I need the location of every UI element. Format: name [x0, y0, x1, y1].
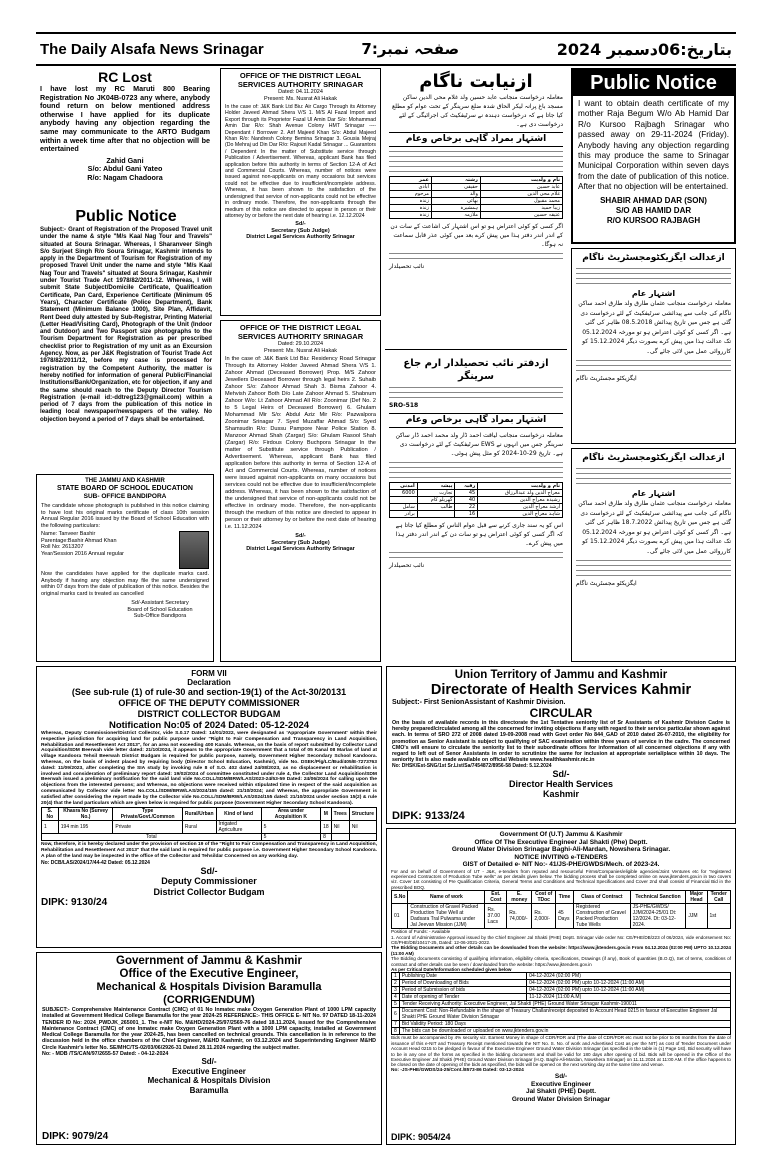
legal-body: In the case of: J&K Bank Ltd Biu: Residency Road Srinagar Through its Attorney Holder Javeed Ahmad Shera V/S 1. Zahoor Ahmad (Deceased Borrower) Prop. M/S Zahoor Jewellers Deceased Borrower through legal heirs 2. Suhaib Zahoor S/o: Zahoor Ahmad Shah 3. Bisma Zahoor 4. Mehvish Zahoor Both D/o Late Zahoor Ahmad 5. Shabnum Zahoor W/o: Lt Zahoor Ahmad All R/o: Zoonimar (Def No. 2 to 5 Legal Heirs of Deceased Borrower) 6. Ghulam Mohammad Mir S/o: Abdul Aziz Mir R/o: Pazwalpora Zoonimar Srinagar 7. Syed Muzaffar Ahmad S/o: Syed Shamsudin R/o: Dussu Pampore Near Police Station 8. Manzoor Ahmad Shah (Zargar) S/o: Ghulam Rasool Shah (Zargar) R/o: Firdous Colony Buchpora Srinagar In the matter of Substitute service through Publication / Advertisement. Whereas, applicant Bank has filed application before this authority in terms of Section 12-A of Act and Commercial Courts. Whereas, number of notices were issued against non-applicants on many occasions but services could not be effective due to insufficient/incomplete address. Whereas, it has been shown to the satisfaction of the undersigned that service of non-applicants could not be effective in ordinary mode. Therefore, the non-applicants through the medium of this notice are directed to appear in person or their attorney by or before the next date of hearing i.e. 11.12.2024: [225, 356, 376, 530]
table-row: 2 Period of Downloading of Bids 04-12-2024 (02:00 PM) upto 10-12-2024 (11:00 AM): [392, 980, 731, 987]
signature-line: District Legal Services Authority Srinagar: [246, 234, 355, 241]
urdu-text-lines: [389, 151, 563, 172]
legal-body: In the case of: J&K Bank Ltd Biu: Air Cargo Through its Attorney Holder Javeed Ahmad Shera V/S 1. M/S Al Fazal Import and Export through its Proprietor Fazal Ul Amin Dar S/o: Mohammad Amin Dar R/o: Shah Avenue Colony HMT Srinagar ---- Dependant / Borrower 2. Arif Majeed Khan S/o: Abdul Majeed Khan R/o: Nandresh Colony Bemina Srinagar 3. Gousia Mejraj (Do Mehraj ud Din Dar R/o: Rajouri Kadal Srinagar ... Guarantors / Dependent In the matter of Substitute service through Publication / Advertisement. Whereas, applicant Bank has filed application before this authority in terms of Section 12-A of Act and Commercial Courts. Whereas, number of notices were issued against non-applicants on many occasions but services could not be effective due to insufficient/incomplete address. Whereas, it has been shown to the satisfaction of the undersigned that service of non-applicants could not be effective in ordinary mode. Therefore, the non-applicants through the medium of this notice are directed to appear in person or their attorney by or before the next date of hearing i.e. 12.12.2024: [225, 104, 376, 219]
rc-lost-signature: [40, 157, 210, 183]
table-header: Class of Contract: [574, 891, 631, 904]
form-heading: (See sub-rule (1) of rule-30 and section-19(1) of the Act-30/20131: [71, 687, 347, 697]
table-header: Kind of land: [216, 808, 261, 821]
table-header: S.No: [392, 891, 408, 904]
table-header: Structure: [349, 808, 376, 821]
legal-present: Present: Ms. Nusrat Ali Hakak: [263, 347, 338, 354]
signature-line: Sd/-Assistant Secretary: [131, 600, 189, 606]
table-header: Trees: [331, 808, 349, 821]
legal-services-notice-1: [220, 68, 381, 316]
urdu-subtitle: اشتہار بمراد گاہی برخاص وعام: [389, 132, 563, 147]
signature-line: Board of School Education: [127, 606, 193, 613]
urdu-subtitle: اشتہار عام: [631, 489, 676, 498]
table-header: E. money: [507, 891, 532, 904]
board-heading: STATE BOARD OF SCHOOL EDUCATION: [57, 485, 193, 492]
signature-line: S/O AB HAMID DAR: [615, 205, 692, 215]
table-row: 3 Period of Submission of bids 04-12-2024 (02:00 PM) upto 10-12-2024 (11:00 AM): [392, 987, 731, 994]
land-table: [41, 807, 377, 841]
signature-line: S/o: Abdul Gani Yateo: [87, 164, 163, 174]
board-body: Now the candidates have applied for the duplicate marks card. Anybody if having any objection may file the same undersigned within 07 days from the date of publication of this notice. Besides the original marks card is treated as cancelled: [41, 571, 209, 597]
urdu-text-lines: [389, 387, 563, 398]
table-header: Tender Call: [707, 891, 731, 904]
legal-signature: [225, 533, 376, 553]
urdu-text-lines: [389, 552, 563, 558]
candidate-roll: Roll No: 2613207: [41, 544, 84, 550]
table-row: شاہد معراج الدین 16 برادر: [390, 511, 563, 518]
table-header: نام و ولدیت: [478, 483, 563, 490]
urdu-notice-nagam: [385, 68, 567, 350]
funds-position: Position of Funds: - Available: [391, 929, 451, 935]
urdu-body: معاملہ درخواست منجانب عابد حسین ولد غلام محی الدین ساکن مسجد باغ پرانہ لیکر الحاق شدہ ضلع سرینگر کے تحت عوام کو مطلع کیا جاتا ہے کہ درخواست دہندہ نے سرٹیفکیٹ کی اجرائیگی کے لئے درخواست دی ہے۔: [391, 94, 563, 128]
table-header: رقبہ: [455, 483, 478, 490]
public-notice-title: Public Notice: [75, 208, 177, 225]
tender-heading: Government Of (U.T) Jammu & Kashmir: [499, 831, 623, 838]
candidate-photo: [179, 531, 209, 569]
signature-line: Ground Water Division Srinagar: [511, 1095, 611, 1103]
table-row: عابد حسین حقیقی آبادی: [390, 184, 563, 191]
table-row: محمد مقبول بھائی زندہ: [390, 198, 563, 205]
signature-line: Zahid Gani: [106, 155, 144, 165]
signature-line: Kashmir: [542, 789, 579, 800]
urdu-text-lines: [576, 360, 731, 371]
public-notice-death-certificate: [571, 68, 736, 244]
table-row: 8 The bids can be downloaded or uploaded on www.jktenders.gov.in: [392, 1028, 731, 1035]
health-heading: Directorate of Health Services Kahmir: [430, 682, 692, 698]
table-row: 5 Tender Receiving Authority: Executive Engineer, Jal Shakti (PHE) Ground Water Srinagar Kashmir-190011: [392, 1001, 731, 1008]
issue-date: بتاریخ:06دسمبر 2024: [556, 39, 732, 59]
health-subject: Subject:- First SenionAssistant of Kashmir Division.: [392, 699, 566, 706]
urdu-title: ازنیابت ناگام: [419, 71, 533, 92]
signature-line: Sd/-: [554, 1073, 568, 1081]
notification-number: Notification No:05 of 2024 Dated: 05-12-2024: [108, 720, 310, 731]
form-heading: DISTRICT COLLECTOR BUDGAM: [137, 709, 281, 719]
tender-works-table: [391, 890, 731, 929]
page-number: صفحہ نمبر:7: [361, 40, 460, 58]
legal-dated: Dated: 29.10.2024: [277, 341, 324, 347]
board-signature: [111, 600, 209, 620]
legal-present: Present: Ms. Nusrat Ali Hakak: [263, 95, 338, 102]
signature-line: Sub-Office Bandipora: [133, 613, 187, 619]
form-body-2: Now, therefore, it is hereby declared under the provision of section 19 of the "Right to Fair Compensation and Transparency in Land Acquisition, Rehabilitation and Resettlement Act 2013" that the said land is required for public purpose i.e. Government Higher Secondary School Kandoora. A plan of the land may be inspected in the office of the Collector and Tehsildar Concerned on any working day.: [41, 842, 377, 859]
signature-line: Mechanical & Hospitals Division: [147, 1076, 271, 1086]
urdu-body-2: اس کو یہ سند جاری کرنے سے قبل عوام الناس کو مطلع کیا جاتا ہے کہ اگر کسی کو کوئی اعتراض ہو تو سات دن کے اندر اندر دفتر ہذا میں پیش کرے۔: [395, 522, 563, 547]
table-row: 4 Date of opening of Tender 11-12-2024 (11:00 A.M): [392, 994, 731, 1001]
urdu-title: ازعدالت ایگزیکٹومجسٹریٹ ناگام: [582, 253, 725, 263]
urdu-subtitle: اشتہار عام: [631, 289, 676, 298]
table-header: S. No: [42, 808, 59, 821]
corrigendum-title: (CORRIGENDUM): [163, 994, 255, 1006]
tender-note: The Bidding Documents and other details can be downloaded from the website: https://www.jktenders.gov.in From 04.12.2024 (02:00 PM) UPTO 10.12.2024 (11:00 AM): [391, 945, 731, 956]
circular-title: CIRCULAR: [529, 706, 593, 720]
form-heading: OFFICE OF THE DEPUTY COMMISSIONER: [118, 698, 300, 708]
dipk-number: DIPK: 9054/24: [391, 1132, 451, 1142]
jal-shakti-tender: [386, 828, 736, 1145]
signature-line: Sd/-: [200, 865, 218, 876]
health-services-circular: [386, 666, 736, 824]
urdu-family-table: [389, 176, 563, 219]
sro-reference: SRO-518: [389, 402, 419, 409]
legal-dated: Dated: 04.11.2024: [278, 89, 323, 95]
signature-line: Jal Shakti (PHE) Deptt.: [525, 1088, 597, 1096]
urdu-signature: ایگزیکٹو مجسٹریٹ ناگام: [576, 375, 637, 382]
signature-line: R/o: Nagam Chadoora: [87, 172, 163, 182]
signature-line: Sd/-: [552, 769, 570, 780]
rc-lost-title: RC Lost: [98, 69, 152, 85]
school-board-notice: [36, 474, 214, 662]
table-header: M: [321, 808, 332, 821]
corrigendum-heading: Office of the Executive Engineer,: [119, 968, 299, 980]
tender-heading: Ground Water Division Srinagar Baghi-Ali-Mardan, Nowshera Srinagar.: [451, 846, 671, 853]
tender-intro: For and on behalf of Government of UT - J&K, e-tenders from reputed and resourceful Firms/Companies/eligible agencies/Joint Ventures etc for "registered experienced Contractors of Production Tube wells" as per details given below. The bidding process shall be completed online on www.jktenders.gov.in in two covers viz. Cover 1st consisting of Pre Qualification Criteria, General Terms and Conditions and Technical Specifications and Cover 2nd shall consist of Financial Bid in the prescribed BOQ.: [391, 868, 731, 890]
table-row: ارشد معراج الدین 22 طالب سامل: [390, 504, 563, 511]
masthead: [36, 32, 736, 66]
tender-note: As per Critical Date/Information scheduled given below: [391, 966, 512, 972]
urdu-body: معاملہ درخواست منجانب لیاقت احمد ڈار ولد محمد احمد ڈار ساکن سرینگر جس میں انہوں نے EWS سرٹیفکیٹ کے لئے درخواست دی ہے۔ تاریخ 29-10-2024 کو مثل پیش ہوئی۔: [395, 432, 563, 457]
critical-dates-table: [391, 972, 731, 1035]
table-header: رشتہ: [431, 177, 480, 184]
urdu-text-lines: [576, 468, 731, 484]
candidate-parentage: Parentage:Bashir Ahmad Khan: [41, 537, 117, 544]
tender-body: Bids must be accompanied by 4% security viz. Earnest Money in shape of CDR/FDR and (The date of CDR/FDR etc must not be prior to 06 months from the date of issuance of this e-NIT and Treasury Receipt mentioned towards the NIT No. S. No. of work and Advertised Cost as per the NIT) as cost of Tender Document under Account Head 0215 to be pledged in favour of the Executive Engineer Ground Water Division Srinagar (as specified in the table in (1) Page 1st). Bid security will have to be in any one of the forms as specified in the bidding documents and shall be valid for 180 days after opening of bid. Bids will be opened in the Office of the Executive Engineer Jal Shakti (PHE) Ground Water Division Srinagar (H.Q. Baghi-Ali-Mardan, Nowshera Srinagar) on 11.11.2024 at 11:00 AM. If the office happens to be closed on the date of opening of the bids as specified, the bids will be opened on the next working day at the same time and venue.: [391, 1035, 731, 1068]
table-header: نام و ولدیت: [480, 177, 562, 184]
urdu-subtitle: اشتہار بمراد گاہی برخاص وعام: [389, 413, 563, 428]
urdu-title: ازعدالت ایگزیکٹومجسٹریٹ ناگام: [582, 453, 725, 463]
candidate-year: Year/Session 2016 Annual regular: [41, 550, 124, 557]
table-total-row: Total 5 8: [42, 834, 377, 841]
signature-line: Sd/-: [201, 1057, 217, 1067]
rc-lost-notice: [36, 68, 214, 204]
public-notice-signature: [573, 196, 734, 226]
legal-title: OFFICE OF THE DISTRICT LEGAL SERVICES AUTHORITY SRINAGAR: [237, 323, 364, 341]
table-row: 01 Construction of Gravel Packed Production Tube Well at Dadsara Tral Pulwama under Jal Jeevan Mission (JJM) Rs. 37.00 Lacs Rs. 74,000/- Rs. 2,000/- 45 Days Registered Construction of Gravel Packed Production Tube Wells JS-PHE/GWDS/ JJM/2024-25/01 Dt: 12/2024. Dt: 03-12-2024. JJM 1st: [392, 904, 731, 929]
signature-line: Sd/-: [295, 221, 306, 228]
corrigendum-body: SUBJECT:- Comprehensive Maintenance Contract (CMC) of 01 No Inmatec make Oxygen Generation Plant of 1000 LPM capacity installed at Government Medical College Baramulla for the year 2024-25 REFERENCE:- THIS OFFICE E- NIT No. 97 DATED 18-11-2024 TENDER ID No: 2024_PWDJK_265001_1. The e-NIT No. M&HD/2024-25/97/2569-76 dated 18.11.2024, issued for the Comprehensive Maintenance Contract (CMC) of one Inmatec make Oxygen Generation Plant with a 1000 LPM capacity, installed at Government Medical College Baramulla for the year 2024-25, has been cancelled on technical grounds. This cancellation is in reference to the discussion held in the office chambers of the Chief Engineer, M&HD Kashmir, on 03.12.2024 and Superintending Engineer M&HD Circle Kashmir's letter No. SE/MHC/TS-02/03/06/2926-31 Dated 28.11.2024 regarding the subject matter.: [42, 1007, 376, 1051]
tender-signature: [391, 1073, 731, 1103]
urdu-signature: نائب تحصیلدار: [389, 263, 425, 270]
public-notice-travel: [36, 206, 216, 468]
urdu-court-notice-1: [571, 248, 736, 444]
form-vii-declaration: [36, 666, 382, 948]
table-header: Name of work: [408, 891, 485, 904]
circular-number: No: DHSK/Est-SNG/1st Sr.List/Sa/7454872/8956-58 Dated: 5.12.2024: [392, 763, 552, 770]
legal-title: OFFICE OF THE DISTRICT LEGAL SERVICES AUTHORITY SRINAGAR: [237, 71, 364, 89]
urdu-text-lines: [389, 253, 563, 259]
table-header: Major Head: [686, 891, 707, 904]
table-row: 1 194 min 195 Private Rural Irrigated Agriculture 5 18 Nil Nil: [42, 821, 377, 834]
public-notice-title: Public Notice: [573, 70, 734, 96]
signature-line: R/O KURSOO RAJBAGH: [606, 215, 701, 225]
signature-line: SHABIR AHMAD DAR (SON): [600, 195, 707, 205]
table-header: پیشہ: [417, 483, 455, 490]
urdu-court-notice-2: [571, 448, 736, 662]
legal-services-notice-2: [220, 320, 381, 662]
candidate-name: Name: Tanveer Bashir: [41, 531, 96, 537]
urdu-income-table: [389, 482, 563, 518]
form-body: Whereas, Deputy Commissioner/District Collector, vide S.0.17 Dated: 14/01/2022, were designated as 'Appropriate Government' within their respective jurisdiction for acquiring land for public purpose under "Right to Fair Compensation and Transparency in Land Acquisition, Rehabilitation and Resettlement Act 2013", for an area not exceeding 400 Kanals. Whereas, on the basis of report submitted by Collector Land Acquisition/SDM Beerwah vide letter dated: 21/10/2024, it appears to the appropriate Government that a total of 05 Kanal 08 Marlas of land at village Kandoora Tehsil Beerwah District Budgam is required for public purpose, namely, Government Higher Secondary School Kandoora. Whereas, on the basis of indent placed by requiring body (Director School Education, Kashmir), vide No. DSEK/Plg/LC/Bud/405/E-7273763 dated: 11/09/2023, after completing the SIA study by invoking rule 8 of S.O. 402 dated 24/08/2023, as no displacement or rehabilitation is involved and consideration of preliminary report dated: 19/02/2024 of committee constituted under rule 4, the Collector Land Acquisition/SDM Beerwah issued a preliminary notification for the said land vide No.COLL/SDM/BRW/LAS/2023-24/53-59 Dated: 24/06/2024 for calling upon the objections from the interested persons; and Whereas, no objections were received within stipulated time in respect of the said acquisition as communicated by Collector vide letter No.COLL/SDM/BRW/LAS/2024/155 dated: 21/10/2024; and Whereas, the appropriate Government is satisfied after considering the report made by the Collector vide No.COLL/SDM/BRW/LAS/2024/155 dated: 21/10/2024 under section 15(2) & rule 20(4) that the land particulars which are given below is required for public purpose (Government Higher Secondary School Kandoora).: [41, 731, 377, 806]
legal-signature: [225, 221, 376, 241]
table-row: زیبا حمید ہمشیرہ زندہ: [390, 205, 563, 212]
public-notice-body: Subject:- Grant of Registration of the Proposed Travel unit under the name & style "M/s Kaal Nag Tour and Travels" situated at Soura Srinagar. Whereas, I Sharanveer Singh S/o Surjeet Singh R/o Soura Srinagar, Kashmir intends to apply in the Department of Tourism for Registration of my proposed Travel Unit under the name and style "M/s Kaal Nag Tour and Travels" situated at Soura Srinagar, Kashmir under Tourist Trade Act 1978/82/2011-12. Whereas, I will submit State Subject/Domicile Certificate, Qualification Certificate, Pan Card, Experience Certificate (Minimum 05 Years), Character Certificate (Police Department), Bank Statement (Minimum Balance 1000), Site Plan, Affidavit, Rent Deed duly attested by Sub-Registrar, Printing Material (Letter Head/Visiting Card), Photograph of the Unit (Indoor and Outdoor) and Two Passport size photographs to the Tourism Department for Registration as per prescribed checklist prior to Registration of my unit as an Excursion Agency. Now, as per J&K Registration of Tourist Trade Act 1978/82/2011/12, before my case is processed for registration by the Competent Authority, the matter is hereby notified for information of general Public/Financial Institutions/Bank/Organization, etc for objection, if any and the same should reach to the Deputy Director Tourism Registration (e-mail id:-ddtreg123@gmail.com) within a period of 7 days from the publication of this notice in leading local newspaper/newspapers of the valley. No objection beyond a period of 7 days shall be entertained.: [40, 226, 212, 423]
table-header: عمر: [390, 177, 432, 184]
table-header: Rural/Urban: [182, 808, 216, 821]
form-number: No: DCB/LAS/2024/17/44-42 Dated: 05.12.2024: [41, 859, 150, 866]
table-row: معراج الدین ولد عبدالرزاق 45 تجارت 6000: [390, 490, 563, 497]
table-header: Type Private/Govt./Common: [113, 808, 182, 821]
table-row: عتیقہ حسین ملازمہ زندہ: [390, 212, 563, 219]
tender-heading: Office Of The Executive Engineer Jal Shakti (Phe) Deptt.: [474, 838, 648, 846]
circular-body: On the basis of available records in this directorate the 1st Tentative seniority list of Sr Assistants of Kashmir Division Cadre is hereby prepared/circulated among all the concerned for inviting objections if any with regard to their service particular shown against each. In terms of SRO 272 of 2008 dated 19-09-2008 read with Govt order No 844_GAD of 2010 dated 26-07-2010, the eligibility for promotion as Senior Assistant is subject to qualifying of SAC examination within three years of service in the cadre. The concerned CMO's will ensure to circulate the seniority list to their subordinate offices for information of all concerned objections if any with regard to left out of Senor Assistants in order to scrutinize the same for inclusion at appropriate serial/place within 10 days. The seniority list is also made available on official Website www.healthkashmir.nic.in: [392, 720, 730, 764]
dipk-number: DIPK: 9130/24: [41, 897, 108, 909]
table-header: Time: [556, 891, 574, 904]
table-row: غلام محی الدین والد مرحوم: [390, 191, 563, 198]
board-heading: THE JAMMU AND KASHMIR: [85, 478, 165, 484]
signature-line: District Collector Budgam: [153, 886, 265, 897]
board-intro: The candidate whose photograph is published in this notice claiming to have lost his original marks certificate of class 10th session Annual Regular 2016 issued by the Board of School Education with the following particulars:: [41, 503, 209, 529]
table-header: Cost of TDoc: [532, 891, 556, 904]
circular-signature: [392, 769, 730, 799]
table-header: Technical Sanction: [630, 891, 686, 904]
form-heading: Declaration: [187, 678, 231, 687]
public-notice-body: I want to obtain death certificate of my mother Raja Begum W/o Ab Hamid Dar R/o Kursoo Rajbagh Srinagar who passed away on 29-11-2024 (Friday). Anybody having any objection regarding this may produce the same to Srinagar Municipal Corporation within seven days from the date of publication of this notice. After that no objection will be entertained.: [578, 99, 729, 192]
urdu-signature: ایگزیکٹو مجسٹریٹ ناگام: [576, 580, 637, 587]
board-heading: SUB- OFFICE BANDIPORA: [83, 493, 167, 500]
corrigendum-heading: Government of Jammu & Kashmir: [116, 955, 302, 967]
corrigendum-heading: Mechanical & Hospitals Division Baramulla: [96, 981, 322, 993]
urdu-body: معاملہ درخواست منجانب عثمان طارق ولد طارق احمد ساکن ناگام کی جانب سے پیدائشی سرٹیفکیٹ کے لئے درخواست دی گئی ہے جس میں تاریخ پیدائش 18.7.2022 ظاہر کی گئی ہے۔ اگر کسی کو کوئی اعتراض ہو تو مورخہ 05.12.2024 تک عدالت ہذا میں پیش کرے بصورت دیگر 15.12.2024 کو کارروائی عمل میں لائی جائے گی۔: [578, 500, 731, 555]
tender-number: No: -JS-PHE/GWDS/24-25/Cont./8573-86 Dated: 03-12-2024: [391, 1067, 524, 1073]
table-row: 1 Publishing Date 04-12-2024 (02:00 PM): [392, 973, 731, 980]
signature-line: Secretary (Sub Judge): [271, 227, 330, 234]
form-heading: FORM VII: [191, 669, 227, 678]
table-header: آمدنی: [390, 483, 418, 490]
corrigendum-signature: [42, 1057, 376, 1095]
dipk-number: DIPK: 9133/24: [392, 810, 465, 822]
urdu-title: ازدفتر نائب تحصیلدار ارم جاع سرینگر: [403, 358, 549, 382]
rc-lost-body: I have lost my RC Maruti 800 Bearing Registration No JK04B-0723 any where, anybody found return on below mentioned address otherwise I have applied for its duplicate anybody having any objection regarding the same may communicate to the ARTO Budgam within a week time after that no objection will be entertained: [40, 84, 210, 154]
urdu-signature: نائب تحصیلدار: [389, 562, 425, 569]
form-signature: [41, 866, 377, 898]
newspaper-title: The Daily Alsafa News Srinagar: [40, 40, 264, 58]
urdu-text-lines: [576, 268, 731, 284]
health-heading: Union Territory of Jammu and Kashmir: [454, 669, 668, 681]
tender-note: The Bidding documents consisting of qualifying information, eligibility criteria, specifications, Drawings (if any), Book of quantities (B.O.Q), Set of terms, conditions of contract and other details can be seen / downloaded from the website: https://www.jktenders.gov.in: [391, 956, 731, 967]
table-header: Khasra No (Survey No.): [58, 808, 113, 821]
tender-heading: NOTICE INVITING e-TENDERS: [514, 853, 608, 861]
dipk-number: DIPK: 9079/24: [42, 1131, 109, 1142]
table-header: Area under Acquisition K: [261, 808, 320, 821]
signature-line: Director Health Services: [508, 779, 614, 790]
signature-line: Secretary (Sub Judge): [271, 539, 330, 546]
urdu-body-2: اگر کسی کو کوئی اعتراض ہو تو اس اشتہار کی اشاعت کے سات دن کے اندر اندر دفتر ہذا میں پیش کرے بعد میں کوئی عذر قابل سماعت نہ ہوگا۔: [390, 223, 563, 248]
urdu-text-lines: [576, 560, 731, 576]
signature-line: Deputy Commissioner: [161, 876, 257, 887]
corrigendum-baramulla: [36, 952, 382, 1145]
signature-line: Executive Engineer: [531, 1080, 591, 1088]
urdu-notice-tehsildar: [385, 354, 567, 662]
table-row: رشیدہ معراج الدین 40 گھریلو کام: [390, 497, 563, 504]
signature-line: Executive Engineer: [172, 1066, 246, 1076]
signature-line: Baramulla: [189, 1085, 229, 1095]
signature-line: District Legal Services Authority Srinagar: [246, 546, 355, 552]
urdu-body: معاملہ درخواست منجانب عثمان طارق ولد طارق احمد ساکن ناگام کی جانب سے پیدائشی سرٹیفکیٹ کے لئے درخواست دی گئی ہے جس میں تاریخ پیدائش 08.5.2018 ظاہر کی گئی ہے۔ اگر کسی کو کوئی اعتراض ہو تو مورخہ 05.12.2024 تک عدالت ہذا میں پیش کرے بصورت دیگر 15.12.2024 کو کارروائی عمل میں لائی جائے گی۔: [578, 300, 731, 355]
table-row: 7 Bid Validity Period: 180 Days: [392, 1021, 731, 1028]
table-row: 6 Document Cost: Non-Refundable in the shape of Treasury Challan/receipt deposited to Account Head 0215 in favour of Executive Engineer Jal Shakti PHE Ground Water Division Srinagar: [392, 1008, 731, 1021]
table-header: Est. Cost: [485, 891, 507, 904]
nit-number: GIST of Detailed e- NIT No:- 41/JS-PHE/GWDS/Mech. of 2023-24.: [462, 861, 660, 868]
urdu-text-lines: [389, 462, 563, 478]
tender-note: 1. Accord of Administrative Approval issued by the Chief Engineer Jal Shakti (PHE) Deptt. Srinagar vide order No: CE/PHE/DB/223 of 06/2024, vide endorsement No: CE/PHE/DB/10417-25, Dated: 12-06-2021-2022.: [391, 934, 731, 945]
corrigendum-number: No: - MDB /TS/CAN/97/2655-57 Dated: - 04-12-2024: [42, 1051, 169, 1058]
signature-line: Sd/-: [295, 533, 306, 539]
